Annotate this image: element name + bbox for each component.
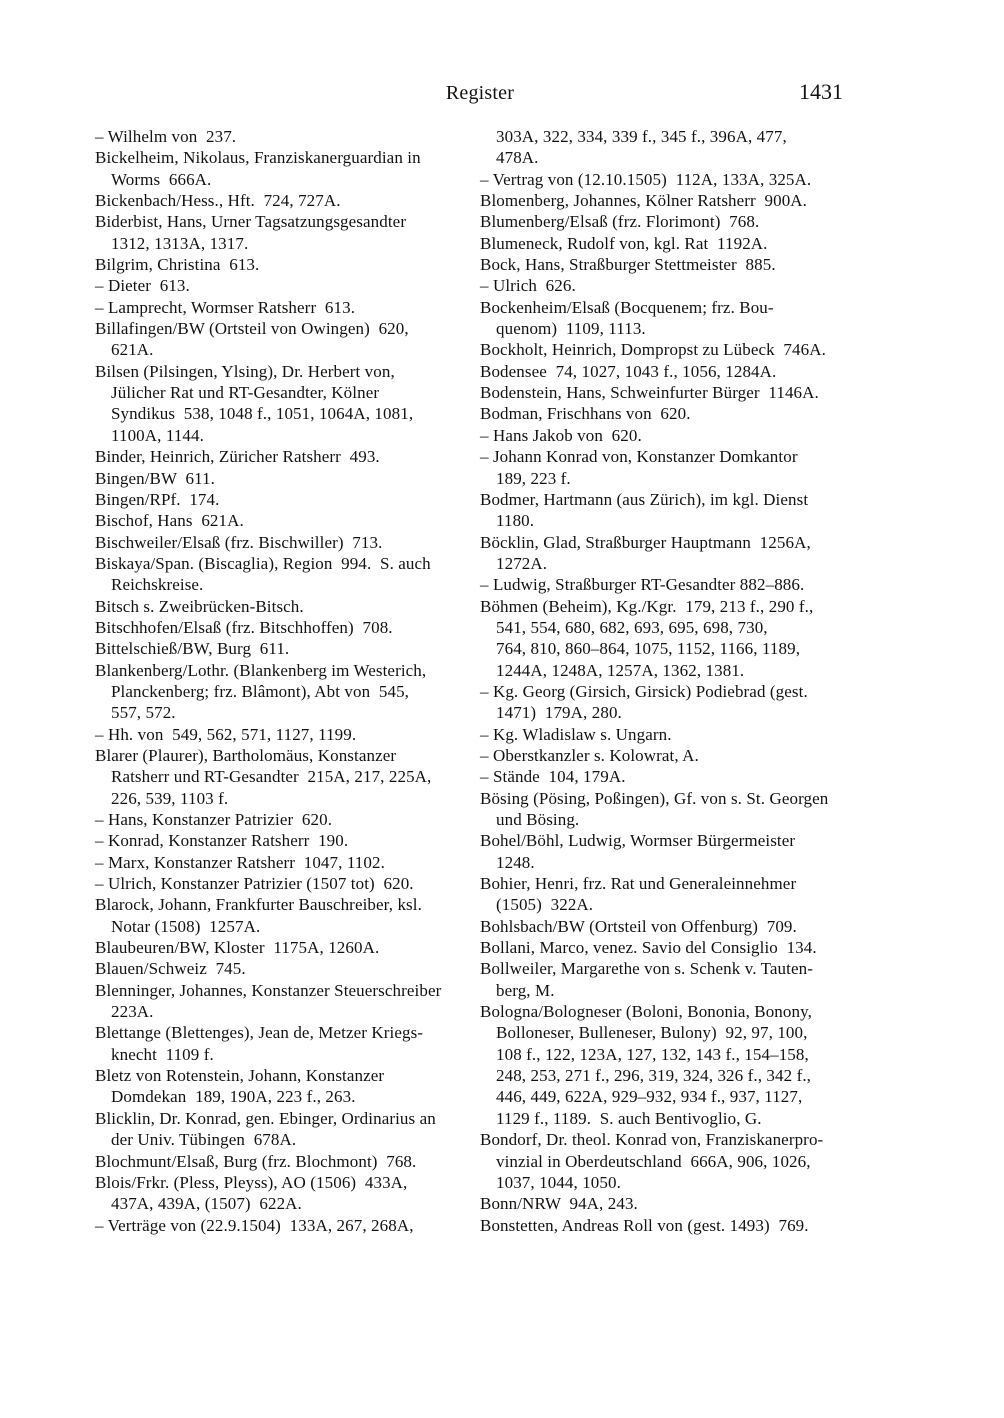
index-line: Bohel/Böhl, Ludwig, Wormser Bürgermeister (480, 831, 796, 851)
index-line: – Ulrich, Konstanzer Patrizier (1507 tot) 620. (95, 874, 414, 894)
index-line: – Ludwig, Straßburger RT-Gesandter 882–886. (480, 575, 805, 595)
index-line: Blicklin, Dr. Konrad, gen. Ebinger, Ordinarius an (95, 1108, 436, 1128)
index-line: Syndikus 538, 1048 f., 1051, 1064A, 1081, (111, 404, 414, 424)
index-line: Bodenstein, Hans, Schweinfurter Bürger 1146A. (480, 383, 819, 403)
index-line: 223A. (111, 1002, 154, 1022)
index-line: 303A, 322, 334, 339 f., 345 f., 396A, 477, (496, 127, 787, 146)
index-line: und Bösing. (496, 810, 580, 829)
index-columns (95, 126, 885, 1236)
index-line: Blomenberg, Johannes, Kölner Ratsherr 900A. (480, 191, 808, 211)
index-line: Bickenbach/Hess., Hft. 724, 727A. (95, 191, 341, 211)
index-line: 248, 253, 271 f., 296, 319, 324, 326 f., 342 f., (496, 1066, 812, 1086)
index-line: Blankenberg/Lothr. (Blankenberg im Westerich, (95, 660, 427, 680)
index-line: Blarock, Johann, Frankfurter Bauschreiber, ksl. (95, 895, 422, 915)
index-line: 446, 449, 622A, 929–932, 934 f., 937, 1127, (496, 1087, 803, 1107)
index-line: quenom) 1109, 1113. (496, 319, 646, 339)
index-line: – Hans, Konstanzer Patrizier 620. (95, 810, 333, 829)
index-line: – Verträge von (22.9.1504) 133A, 267, 268A, (95, 1215, 414, 1235)
index-line: 226, 539, 1103 f. (111, 788, 229, 808)
index-line: 1471) 179A, 280. (496, 703, 622, 723)
index-line: 437A, 439A, (1507) 622A. (111, 1194, 302, 1214)
index-line: – Dieter 613. (95, 276, 190, 296)
index-line: Bondorf, Dr. theol. Konrad von, Franziskanerpro- (480, 1130, 824, 1150)
page-header (95, 79, 865, 108)
index-line: – Vertrag von (12.10.1505) 112A, 133A, 325A. (480, 169, 812, 189)
index-line: – Kg. Georg (Girsich, Girsick) Podiebrad (gest. (480, 681, 808, 701)
index-line: 108 f., 122, 123A, 127, 132, 143 f., 154–158, (496, 1044, 809, 1064)
index-line: Blois/Frkr. (Pless, Pleyss), AO (1506) 433A, (95, 1172, 408, 1192)
index-line: Blauen/Schweiz 745. (95, 959, 246, 979)
index-line: Bitschhofen/Elsaß (frz. Bitschhoffen) 708. (95, 617, 393, 637)
index-line: Bonstetten, Andreas Roll von (gest. 1493) 769. (480, 1215, 809, 1235)
index-line: – Stände 104, 179A. (480, 767, 626, 787)
index-line: Bodensee 74, 1027, 1043 f., 1056, 1284A. (480, 361, 777, 381)
index-line: Bösing (Pösing, Poßingen), Gf. von s. St. Georgen (480, 788, 829, 808)
index-line: der Univ. Tübingen 678A. (111, 1130, 297, 1150)
index-line: Bollweiler, Margarethe von s. Schenk v. Tauten- (480, 959, 813, 979)
index-line: Bock, Hans, Straßburger Stettmeister 885. (480, 255, 776, 275)
running-head: Register (445, 82, 515, 104)
index-line: vinzial in Oberdeutschland 666A, 906, 1026, (496, 1151, 811, 1171)
index-line: Bickelheim, Nikolaus, Franziskanerguardian in (95, 148, 421, 168)
index-line: Bilgrim, Christina 613. (95, 255, 260, 275)
index-line: Bologna/Bologneser (Boloni, Bononia, Bonony, (480, 1002, 812, 1022)
index-line: 621A. (111, 340, 154, 360)
index-line: – Marx, Konstanzer Ratsherr 1047, 1102. (95, 852, 385, 872)
index-line: – Hans Jakob von 620. (480, 425, 642, 445)
index-line: Reichskreise. (111, 575, 204, 595)
index-line: 478A. (496, 148, 539, 168)
index-line: Blaubeuren/BW, Kloster 1175A, 1260A. (95, 938, 380, 958)
index-line: 1248. (496, 852, 535, 872)
index-line: Bodmer, Hartmann (aus Zürich), im kgl. Dienst (480, 489, 809, 509)
index-line: – Hh. von 549, 562, 571, 1127, 1199. (95, 724, 357, 744)
index-line: Bohier, Henri, frz. Rat und Generaleinnehmer (480, 874, 797, 894)
index-line: Blumenberg/Elsaß (frz. Florimont) 768. (480, 212, 760, 232)
index-line: 764, 810, 860–864, 1075, 1152, 1166, 1189, (496, 639, 801, 659)
index-line: Bodman, Frischhans von 620. (480, 404, 691, 424)
index-line: Bollani, Marco, venez. Savio del Consiglio 134. (480, 938, 817, 958)
index-line: – Kg. Wladislaw s. Ungarn. (480, 724, 672, 744)
index-line: berg, M. (496, 980, 555, 1000)
index-line: Blarer (Plaurer), Bartholomäus, Konstanzer (95, 745, 397, 765)
index-line: Bitsch s. Zweibrücken-Bitsch. (95, 596, 304, 616)
index-line: Böhmen (Beheim), Kg./Kgr. 179, 213 f., 290 f., (480, 596, 814, 616)
index-line: Biskaya/Span. (Biscaglia), Region 994. S. auch (95, 553, 431, 573)
index-line: – Ulrich 626. (480, 276, 576, 296)
index-line: 1272A. (496, 553, 548, 573)
index-line: Bischof, Hans 621A. (95, 511, 244, 531)
index-line: Billafingen/BW (Ortsteil von Owingen) 620, (95, 319, 409, 339)
index-line: Bletz von Rotenstein, Johann, Konstanzer (95, 1066, 385, 1086)
index-line: Bischweiler/Elsaß (frz. Bischwiller) 713. (95, 532, 383, 552)
index-line: 189, 223 f. (496, 468, 571, 488)
index-line: 1312, 1313A, 1317. (111, 233, 249, 253)
index-line: 1037, 1044, 1050. (496, 1172, 621, 1192)
index-line: 541, 554, 680, 682, 693, 695, 698, 730, (496, 617, 768, 637)
index-line: Blochmunt/Elsaß, Burg (frz. Blochmont) 768. (95, 1151, 417, 1171)
index-line: – Wilhelm von 237. (95, 127, 237, 146)
index-line: knecht 1109 f. (111, 1044, 214, 1064)
index-line: Bittelschieß/BW, Burg 611. (95, 639, 290, 659)
index-line: 1180. (496, 511, 535, 531)
index-line: 557, 572. (111, 703, 176, 723)
index-line: Blenninger, Johannes, Konstanzer Steuerschreiber (95, 980, 442, 1000)
index-line: Biderbist, Hans, Urner Tagsatzungsgesandter (95, 212, 407, 232)
index-line: Böcklin, Glad, Straßburger Hauptmann 1256A, (480, 532, 811, 552)
index-column-left (95, 126, 480, 1236)
index-line: – Oberstkanzler s. Kolowrat, A. (480, 745, 699, 765)
index-line: Bingen/BW 611. (95, 468, 216, 488)
index-line: 1129 f., 1189. S. auch Bentivoglio, G. (496, 1108, 762, 1128)
index-line: – Lamprecht, Wormser Ratsherr 613. (95, 297, 356, 317)
index-line: Planckenberg; frz. Blâmont), Abt von 545, (111, 681, 410, 701)
index-line: Blumeneck, Rudolf von, kgl. Rat 1192A. (480, 233, 768, 253)
page-number: 1431 (799, 79, 843, 104)
index-line: (1505) 322A. (496, 895, 594, 915)
index-line: Bockenheim/Elsaß (Bocquenem; frz. Bou- (480, 297, 774, 317)
index-line: Bilsen (Pilsingen, Ylsing), Dr. Herbert von, (95, 361, 395, 381)
index-line: Bolloneser, Bulleneser, Bulony) 92, 97, 100, (496, 1023, 808, 1043)
index-line: Domdekan 189, 190A, 223 f., 263. (111, 1087, 356, 1107)
index-line: – Johann Konrad von, Konstanzer Domkantor (480, 447, 798, 467)
index-line: Binder, Heinrich, Züricher Ratsherr 493. (95, 447, 380, 467)
index-line: Bonn/NRW 94A, 243. (480, 1194, 638, 1214)
index-line: Jülicher Rat und RT-Gesandter, Kölner (111, 383, 380, 403)
index-line: Blettange (Blettenges), Jean de, Metzer Kriegs- (95, 1023, 424, 1043)
index-line: 1244A, 1248A, 1257A, 1362, 1381. (496, 660, 745, 680)
index-line: – Konrad, Konstanzer Ratsherr 190. (95, 831, 349, 851)
index-line: Bohlsbach/BW (Ortsteil von Offenburg) 709. (480, 916, 797, 936)
index-line: Ratsherr und RT-Gesandter 215A, 217, 225A, (111, 767, 432, 787)
index-line: Bingen/RPf. 174. (95, 489, 220, 509)
index-line: Bockholt, Heinrich, Dompropst zu Lübeck 746A. (480, 340, 826, 360)
index-column-right (480, 126, 865, 1236)
index-line: Notar (1508) 1257A. (111, 916, 261, 936)
index-line: 1100A, 1144. (111, 425, 204, 445)
index-line: Worms 666A. (111, 169, 212, 189)
